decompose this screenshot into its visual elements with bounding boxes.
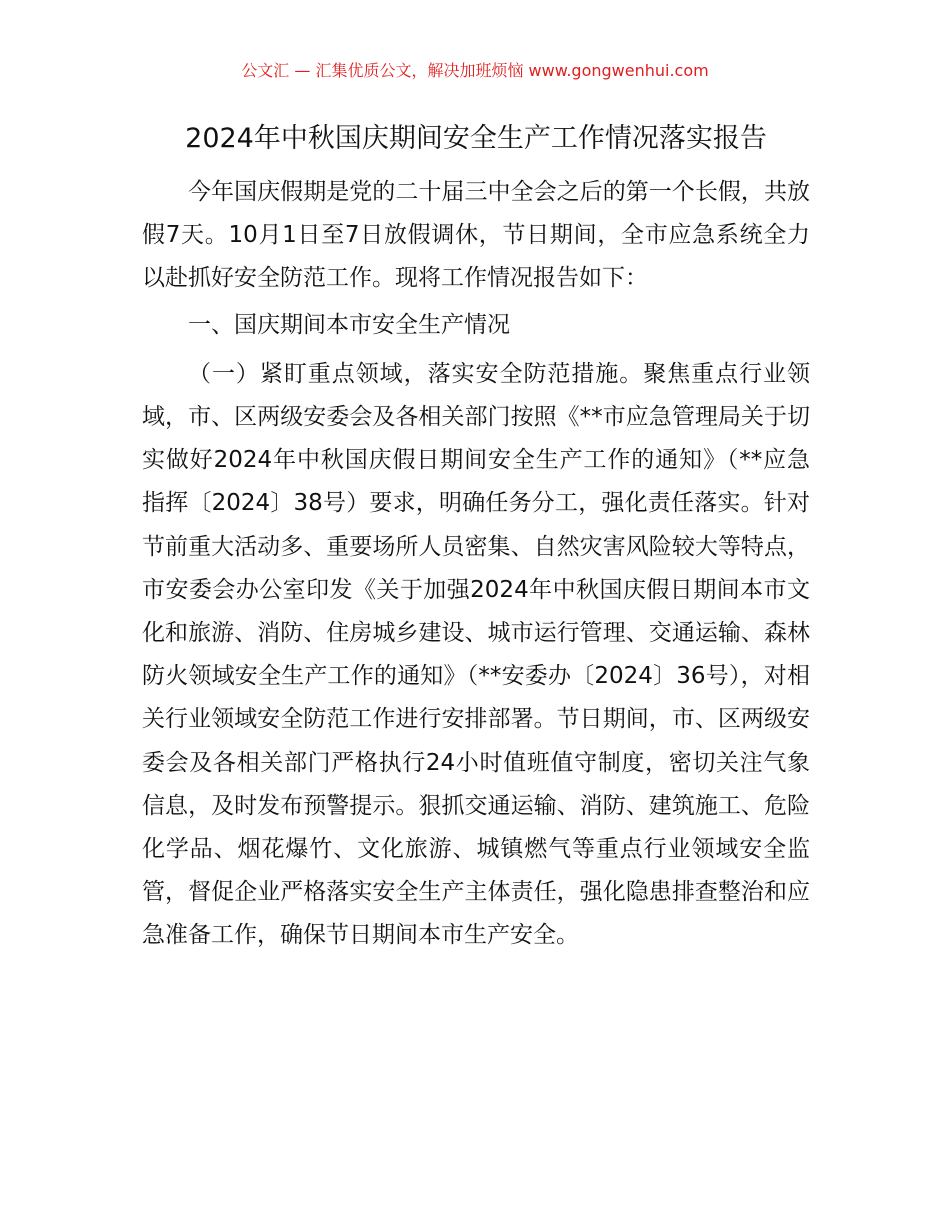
document-title: 2024年中秋国庆期间安全生产工作情况落实报告 xyxy=(185,123,767,154)
section-paragraph: （一）紧盯重点领域，落实安全防范措施。聚焦重点行业领域，市、区两级安委会及各相关部门按照《**市应急管理局关于切实做好2024年中秋国庆假日期间安全生产工作的通知》（**应急指挥〔2024〕38号）要求，明确任务分工，强化责任落实。针对节前重大活动多、重要场所人员密集、自然灾害风险较大等特点，市安委会办公室印发《关于加强2024年中秋国庆假日期间本市文化和旅游、消防、住房城乡建设、城市运行管理、交通运输、森林防火领域安全生产工作的通知》（**安委办〔2024〕36号），对相关行业领域安全防范工作进行安排部署。节日期间，市、区两级安委会及各相关部门严格执行24小时值班值守制度，密切关注气象信息，及时发布预警提示。狠抓交通运输、消防、建筑施工、危险化学品、烟花爆竹、文化旅游、城镇燃气等重点行业领域安全监管，督促企业严格落实安全生产主体责任，强化隐患排查整治和应急准备工作，确保节日期间本市生产安全。 xyxy=(142,360,810,949)
section-heading: 一、国庆期间本市安全生产情况 xyxy=(188,311,510,338)
intro-paragraph: 今年国庆假期是党的二十届三中全会之后的第一个长假，共放假7天。10月1日至7日放假调休，节日期间，全市应急系统全力以赴抓好安全防范工作。现将工作情况报告如下： xyxy=(142,179,810,292)
document-body xyxy=(142,118,810,958)
watermark-header: 公文汇 — 汇集优质公文，解决加班烦恼 www.gongwenhui.com xyxy=(241,61,709,80)
